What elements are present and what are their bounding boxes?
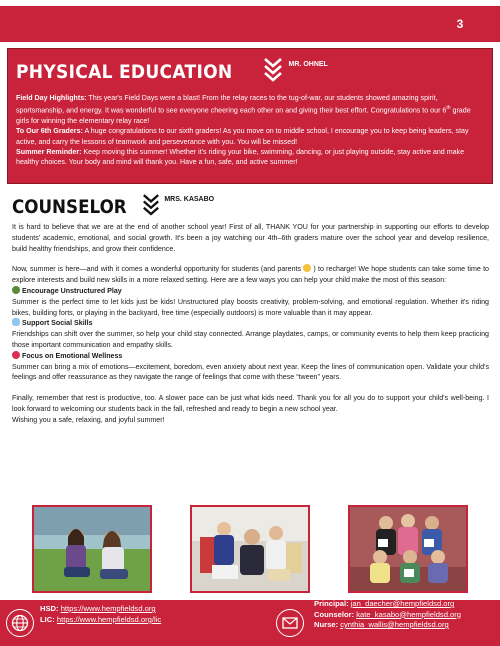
principal-line [314,599,461,610]
top-banner-stripe [0,6,500,42]
pe-summer-label: Summer Reminder: [16,147,82,156]
pe-title: PHYSICAL EDUCATION [16,61,233,83]
photo-girls-on-grass [32,505,152,593]
tip3-title: Focus on Emotional Wellness [22,351,123,360]
globe-icon [6,609,34,637]
chevron-down-icon [142,193,160,222]
counselor-header [12,192,214,222]
hsd-link[interactable]: https://www.hempfieldsd.org [60,604,156,613]
tip2-heading [12,318,489,329]
pe-summer-text: Keep moving this summer! Whether it's riding your bike, swimming, dancing, or just playing outside, stay active and make healthy choices. Your body and mind will thank you. Have a fun, safe, and active summer! [16,147,465,167]
footer-links [40,603,161,625]
tip1-title: Encourage Unstructured Play [22,286,122,295]
tip2-text: Friendships can shift over the summer, so help your child stay connected. Arrange playdates, camps, or community events to help them keep practicing those important communication and empathy skills. [12,330,489,349]
counselor-title: COUNSELOR [12,196,127,218]
counselor-body [12,222,489,426]
page-number: 3 [440,10,480,38]
photo-students-with-certificates [348,505,468,593]
tip1-text: Summer is the perfect time to let kids just be kids! Unstructured play boosts creativity, problem-solving, and emotional regulation. Whether it's riding bikes, building forts, or playing in the backyard, free time (especially outdoors) is more valuable than it may appear. [12,297,489,317]
principal-label: Principal: [314,599,349,608]
pe-field-day-label: Field Day Highlights: [16,94,87,102]
counselor-teacher: MRS. KASABO [164,196,215,203]
counselor-summer-text-b: ) to recharge! We hope students can take some time to explore interests and build new skills in a more relaxed setting. Here are a few ways you can help your child make the most of this season: [12,265,489,285]
pe-body [16,93,484,167]
top-banner [0,0,500,44]
sprout-icon [12,286,20,294]
counselor-summer-text-a: Now, summer is here—and with it comes a wonderful opportunity for students (and parents [12,265,304,274]
nurse-label: Nurse: [314,620,339,629]
tip3-heading [12,351,489,362]
pe-paragraph [16,147,484,168]
smile-emoji-icon [303,264,311,272]
principal-email[interactable]: jan_daecher@hempfieldsd.org [350,599,455,608]
tip3-text: Summer can bring a mix of emotions—excitement, boredom, even anxiety about next year. Keep the lines of communication open. Validate your child's feelings and offer reassurance as they navigate the range of feelings that come with these “tween” years. [12,362,489,382]
chevron-down-icon [263,57,283,88]
pe-teacher: MR. OHNEL [288,61,328,68]
nurse-line [314,620,461,631]
counselor-intro: It is hard to believe that we are at the end of another school year! First of all, THANK YOU for your partnership in supporting our efforts to develop students' academic, emotional, and social growth. It's been a joy watching our 4th–6th graders mature over the school year and develop resilience, build healthy friendships, and grow their confidence. [12,223,489,253]
counselor-email[interactable]: kate_kasabo@hempfieldsd.org [356,609,462,619]
pe-field-day-text: This year's Field Days were a blast! From the relay races to the tug-of-war, our students showed amazing spirit, sportsmanship, and energy. It was wonderful to see everyone cheering each other on and giving their best effort. Congratulations to our 6 [16,94,447,115]
hsd-line [40,603,161,614]
pe-paragraph [16,126,484,147]
pe-section [7,48,493,184]
counselor-summer [12,264,489,286]
pe-superscript: th [446,105,451,112]
tip2-title: Support Social Skills [22,319,93,328]
speech-bubble-icon [12,318,20,326]
counselor-label: Counselor: [314,609,355,619]
tip1-heading [12,286,489,297]
pe-paragraph [16,93,484,126]
lic-line [40,614,161,625]
pe-sixth-graders-text: A huge congratulations to our sixth graders! As you move on to middle school, I encourage you to keep being leaders, stay active, and carry the lessons of teamwork and perseverance with you. You will be missed! [16,127,469,146]
photo-strip [0,505,500,595]
lic-label: LIC: [40,615,55,624]
envelope-icon [276,609,304,637]
counselor-closing: Finally, remember that rest is productive, too. A slower pace can be just what kids need. Thank you for all you do to support your child's well-being. I look forward to welcoming our students back in the fall, refreshed and ready to begin a new school year. [12,394,489,413]
pe-sixth-graders-label: To Our 6th Graders: [16,127,83,136]
heart-icon [12,351,20,359]
footer [0,600,500,646]
hsd-label: HSD: [40,604,59,613]
lic-link[interactable]: https://www.hempfieldsd.org/lic [56,615,162,624]
counselor-line [314,610,461,621]
photo-students-in-costume [190,505,310,593]
counselor-signoff: Wishing you a safe, relaxing, and joyful summer! [12,415,165,424]
pe-header [16,55,484,89]
pe-field-day-tail: grade girls for winning the elementary relay race! [16,106,471,125]
nurse-email[interactable]: cynthia_wallis@hempfieldsd.org [340,620,449,629]
footer-contacts [314,599,461,631]
